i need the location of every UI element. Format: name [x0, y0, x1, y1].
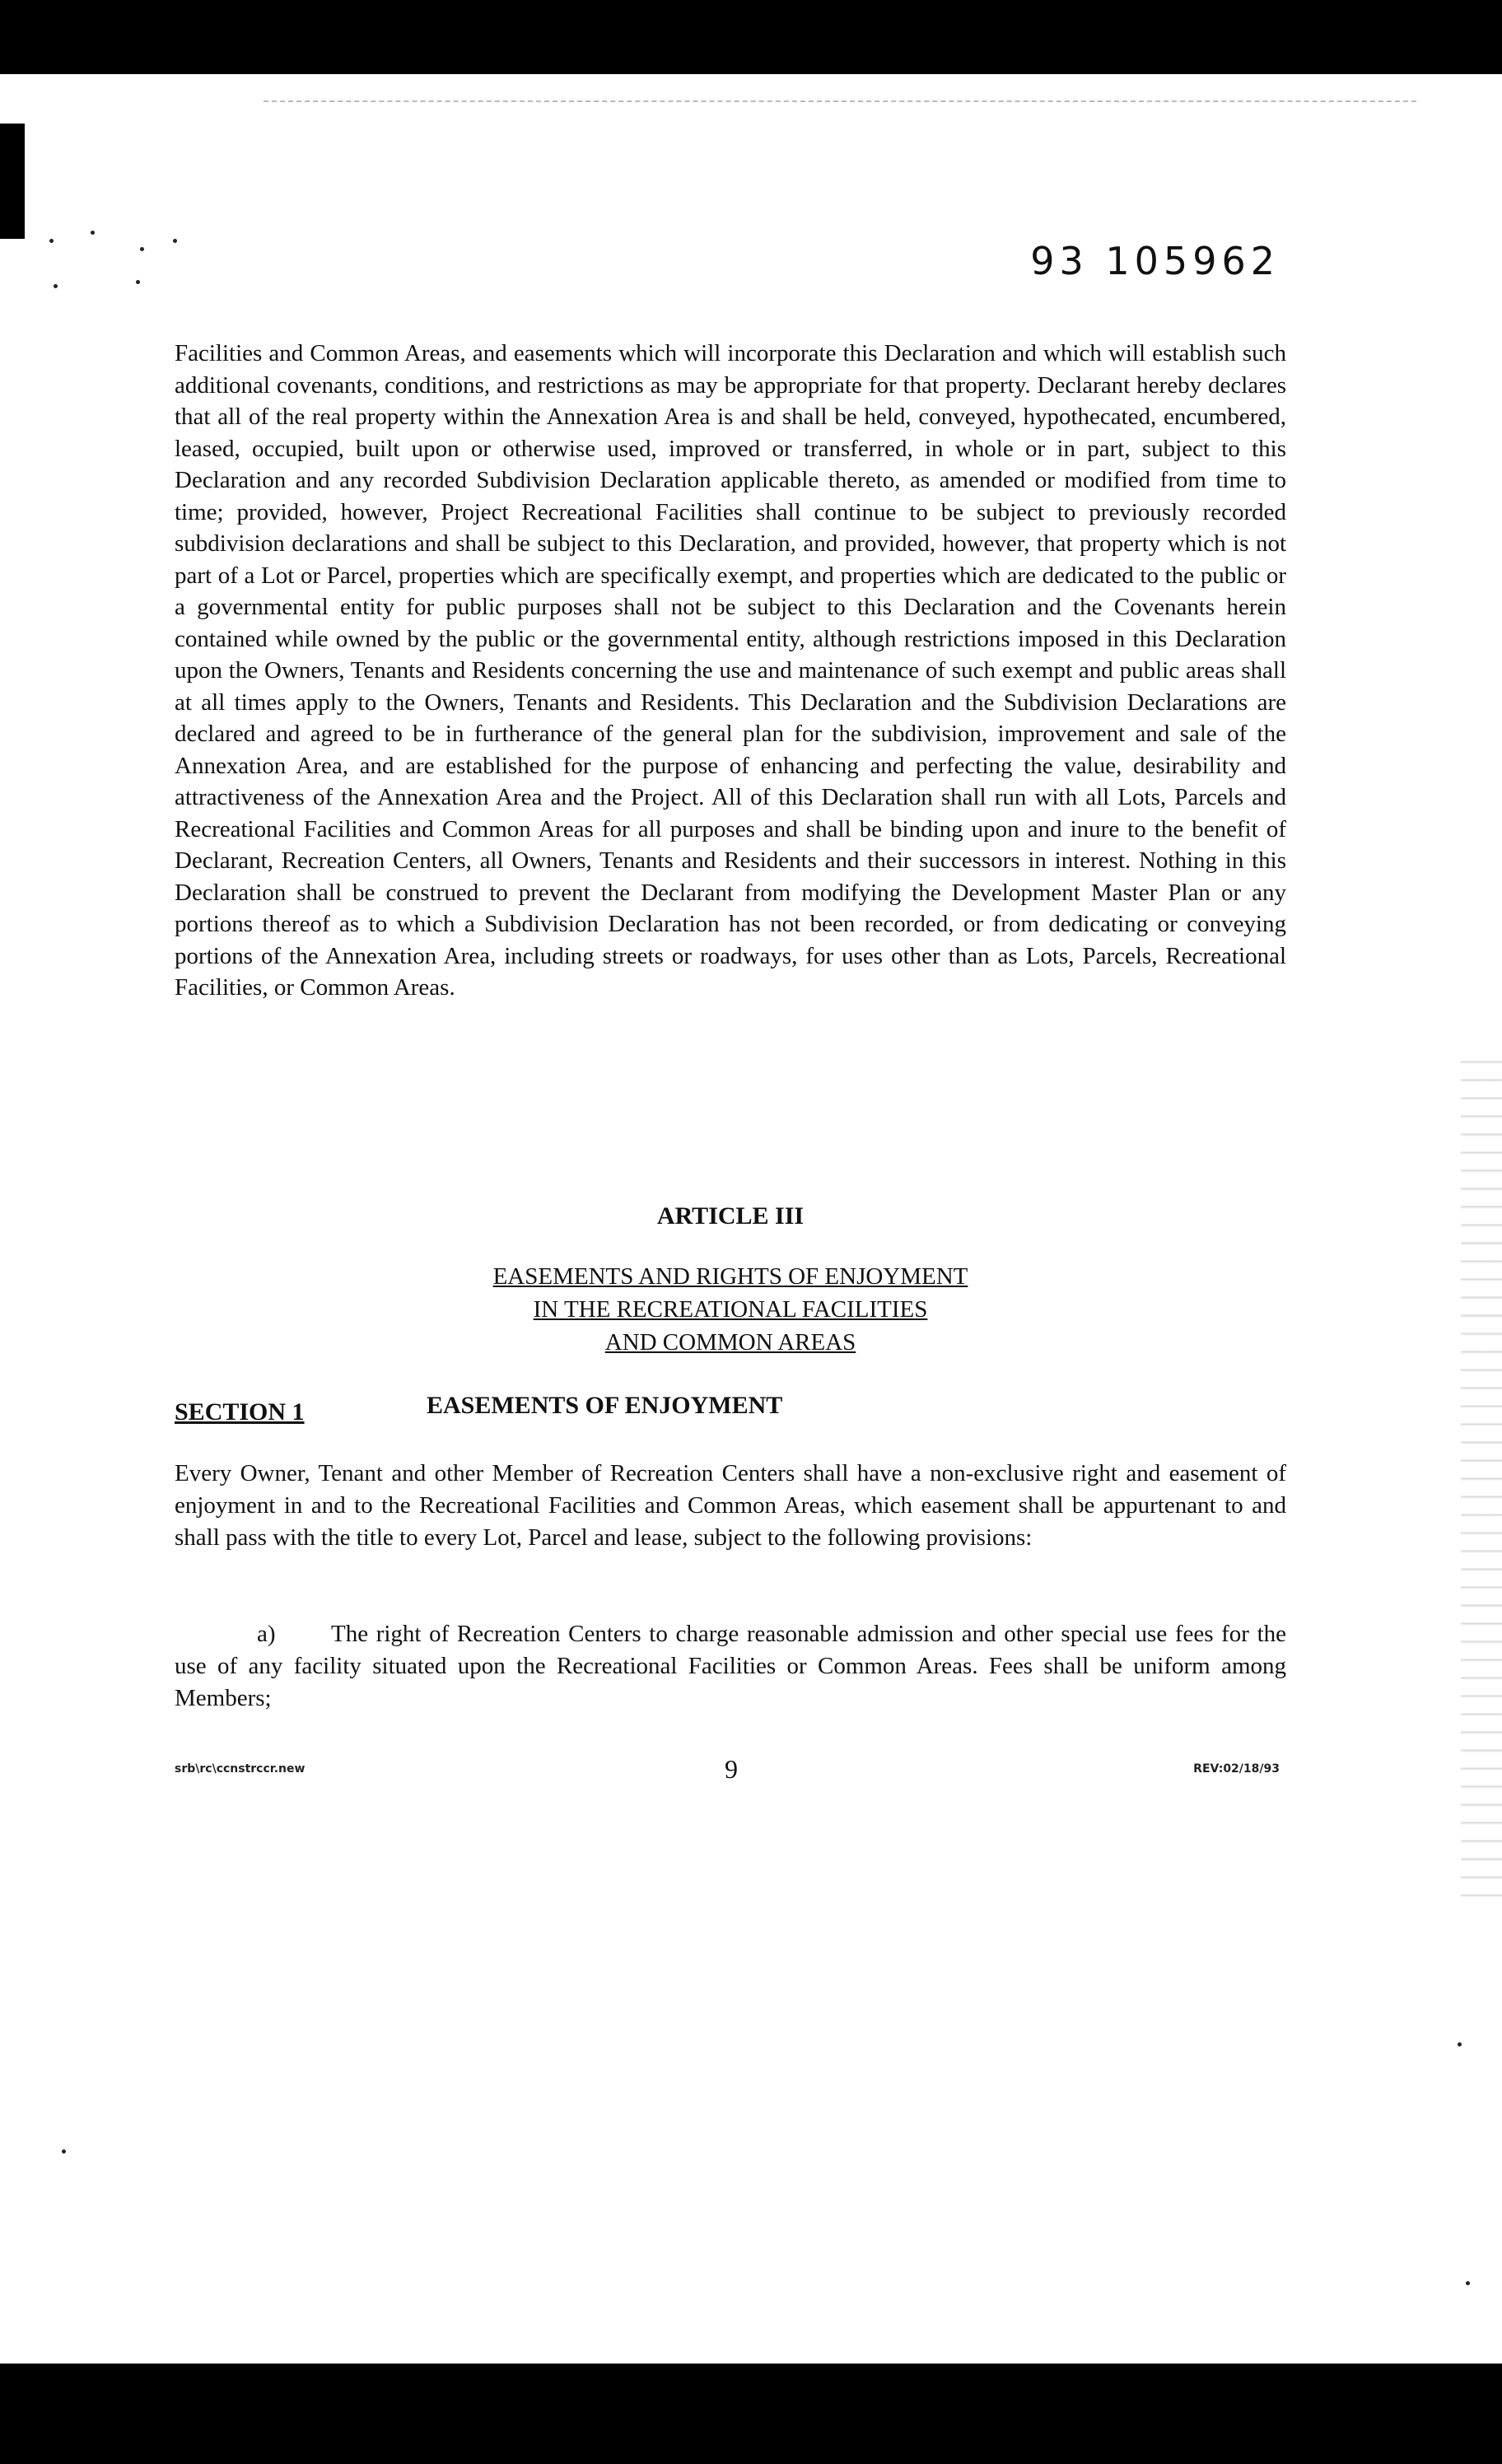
scan-speck	[1458, 2042, 1462, 2046]
article-subtitle-line: IN THE RECREATIONAL FACILITIES	[533, 1296, 928, 1323]
article-subtitle-line: EASEMENTS AND RIGHTS OF ENJOYMENT	[492, 1263, 968, 1290]
list-item-marker: a)	[257, 1621, 276, 1647]
footer-file-path: srb\rc\ccnstrccr.new	[175, 1762, 306, 1776]
list-item-text: The right of Recreation Centers to charge reasonable admission and other special use fees for the use of any facility situated upon the Recreational Facilities or Common Areas. Fees shall be uniform among Members;	[175, 1621, 1286, 1711]
scan-speck	[62, 2149, 66, 2154]
article-subtitle	[175, 1260, 1286, 1359]
paragraph-annexation: Facilities and Common Areas, and easements which will incorporate this Declaration and which will establish such additional covenants, conditions, and restrictions as may be appropriate for that property. Declarant hereby declares that all of the real property within the Annexation Area is and shall be held, conveyed, hypothecated, encumbered, leased, occupied, built upon or otherwise used, improved or transferred, in whole or in part, subject to this Declaration and any recorded Subdivision Declaration applicable thereto, as amended or modified from time to time; provided, however, Project Recreational Facilities shall continue to be subject to previously recorded subdivision declarations and shall be subject to this Declaration, and provided, however, that property which is not part of a Lot or Parcel, properties which are specifically exempt, and properties which are dedicated to the public or a governmental entity for public purposes shall not be subject to this Declaration and the Covenants herein contained while owned by the public or the governmental entity, although restrictions imposed in this Declaration upon the Owners, Tenants and Residents concerning the use and maintenance of such exempt and public areas shall at all times apply to the Owners, Tenants and Residents. This Declaration and the Subdivision Declarations are declared and agreed to be in furtherance of the general plan for the subdivision, improvement and sale of the Annexation Area, and are established for the purpose of enhancing and perfecting the value, desirability and attractiveness of the Annexation Area and the Project. All of this Declaration shall run with all Lots, Parcels and Recreational Facilities and Common Areas for all purposes and shall be binding upon and inure to the benefit of Declarant, Recreation Centers, all Owners, Tenants and Residents and their successors in interest. Nothing in this Declaration shall be construed to prevent the Declarant from modifying the Development Master Plan or any portions thereof as to which a Subdivision Declaration has not been recorded, or from dedicating or conveying portions of the Annexation Area, including streets or roadways, for uses other than as Lots, Parcels, Recreational Facilities, or Common Areas.	[175, 340, 1286, 1001]
scan-speck	[49, 239, 54, 243]
scan-speck	[140, 247, 144, 251]
scan-speck	[1466, 2281, 1470, 2285]
section-label: SECTION 1	[175, 1398, 305, 1426]
document-page	[0, 74, 1502, 2364]
footer-page-number: 9	[725, 1754, 738, 1784]
scan-edge-artifact	[0, 124, 25, 239]
document-number: 93 105962	[1030, 239, 1280, 283]
scan-speck	[173, 239, 177, 243]
footer-revision: REV:02/18/93	[1193, 1762, 1280, 1776]
scan-noise-top	[264, 100, 1416, 107]
scan-speck	[91, 231, 95, 235]
article-subtitle-line: AND COMMON AREAS	[604, 1329, 856, 1356]
scan-speck	[136, 280, 140, 284]
scan-speck	[54, 284, 58, 288]
scan-noise-right	[1461, 1046, 1502, 1911]
list-item-a	[175, 1618, 1286, 1715]
paragraph-easement: Every Owner, Tenant and other Member of Recreation Centers shall have a non-exclusive right and easement of enjoyment in and to the Recreational Facilities and Common Areas, which easement shall be appurtenant to and shall pass with the title to every Lot, Parcel and lease, subject to the following provisions:	[175, 1460, 1286, 1551]
section-title: EASEMENTS OF ENJOYMENT	[427, 1392, 783, 1419]
article-heading: ARTICLE III	[656, 1202, 805, 1230]
